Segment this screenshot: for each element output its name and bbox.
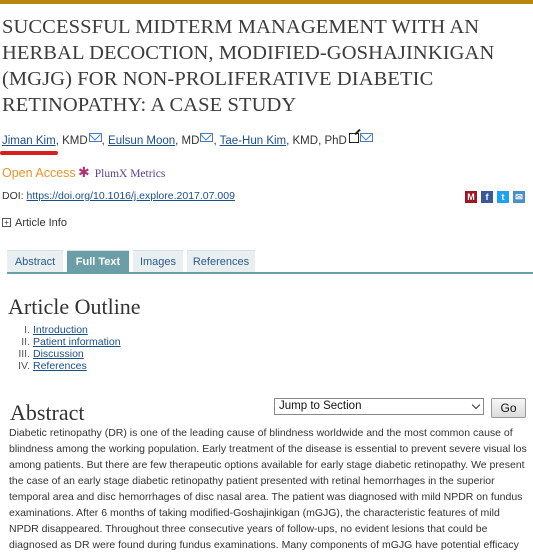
corresponding-author-icon: [349, 133, 359, 143]
outline-number: I.: [24, 324, 30, 336]
red-underline-annotation: [0, 151, 58, 155]
plumx-icon: ✱: [78, 166, 90, 181]
outline-number: II.: [21, 336, 30, 348]
abstract-line: NPDR disappeared. Throughout three consecutive years of follow-ups, no evident lesions that could be: [9, 523, 488, 535]
jump-to-section-select[interactable]: [274, 398, 484, 415]
email-icon[interactable]: [200, 133, 213, 142]
abstract-text: [9, 425, 533, 553]
author-name-link[interactable]: Tae-Hun Kim: [219, 135, 287, 147]
author-degree: , KMD: [55, 135, 88, 147]
abstract-line: temporal area and disc hemorrhages of disc nasal area. The patient was diagnosed with mild NPDR on fundus: [9, 491, 523, 503]
outline-number: III.: [18, 348, 30, 360]
abstract-line: Diabetic retinopathy (DR) is one of the leading cause of blindness worldwide and the most common cause of: [9, 427, 513, 439]
top-accent-bar: [0, 0, 533, 4]
outline-link-introduction[interactable]: Introduction: [33, 324, 88, 336]
outline-item: [8, 360, 121, 372]
abstract-line: diagnosed as DR were found during fundus examinations. Many components of mGJG have potential efficacy: [9, 539, 519, 551]
abstract-line: among patients. But there are few therapeutic options available for early stage diabetic retinopathy. We present: [9, 459, 525, 471]
abstract-line: blindness among the working population. Early treatment of the disease is essential to prevent severe visual los: [9, 443, 527, 455]
article-info-label: Article Info: [15, 217, 67, 229]
doi-label: DOI:: [2, 190, 24, 202]
open-access-label: Open Access: [2, 166, 76, 180]
twitter-icon[interactable]: t: [497, 191, 509, 203]
abstract-line: the case of an early stage diabetic retinopathy patient presented with retinal hemorrhages in the superior: [9, 475, 495, 487]
author-name-link[interactable]: Jiman Kim: [2, 135, 56, 147]
outline-heading: Article Outline: [8, 294, 141, 319]
email-icon[interactable]: [360, 133, 373, 142]
outline-link-references[interactable]: References: [33, 360, 87, 372]
doi-line: [2, 190, 235, 202]
tab-abstract[interactable]: Abstract: [7, 250, 63, 273]
author-separator: ,: [213, 135, 217, 147]
outline-item: [8, 336, 121, 348]
abstract-line: examinations. After 6 months of taking modified-Goshajinkigan (mGJG), the characteristic features of mild: [9, 507, 500, 519]
email-share-icon[interactable]: ✉: [513, 191, 525, 203]
email-icon[interactable]: [89, 133, 102, 142]
author-separator: ,: [101, 135, 105, 147]
tab-full-text[interactable]: Full Text: [67, 250, 129, 273]
mendeley-icon[interactable]: M: [465, 191, 477, 203]
article-info-toggle[interactable]: [2, 217, 67, 229]
plumx-label: PlumX Metrics: [94, 168, 166, 180]
author-list: [2, 133, 373, 147]
abstract-heading: Abstract: [10, 400, 85, 425]
outline-item: [8, 324, 121, 336]
outline-link-patient-information[interactable]: Patient information: [33, 336, 121, 348]
facebook-icon[interactable]: f: [481, 191, 493, 203]
jump-select-value: Jump to Section: [279, 400, 362, 412]
article-title: SUCCESSFUL MIDTERM MANAGEMENT WITH AN HERBAL DECOCTION, MODIFIED-GOSHAJINKIGAN (MGJG) FOR NON-PROLIFERATIVE DIABETIC RETINOPATHY: A CASE STUDY: [2, 16, 495, 116]
author-degree: , MD: [175, 135, 200, 147]
go-button[interactable]: Go: [491, 398, 526, 418]
author-degree: , KMD, PhD: [286, 135, 347, 147]
doi-link[interactable]: https://doi.org/10.1016/j.explore.2017.07.009: [26, 190, 235, 202]
outline-item: [8, 348, 121, 360]
tab-references[interactable]: References: [187, 250, 255, 273]
expand-icon: +: [2, 218, 11, 227]
plumx-metrics-link[interactable]: [78, 165, 165, 182]
chevron-down-icon: [472, 401, 480, 409]
tab-underline: [7, 272, 533, 274]
tab-images[interactable]: Images: [133, 250, 183, 273]
outline-number: IV.: [18, 360, 30, 372]
outline-list: [8, 324, 121, 372]
outline-link-discussion[interactable]: Discussion: [33, 348, 84, 360]
author-name-link[interactable]: Eulsun Moon: [108, 135, 176, 147]
